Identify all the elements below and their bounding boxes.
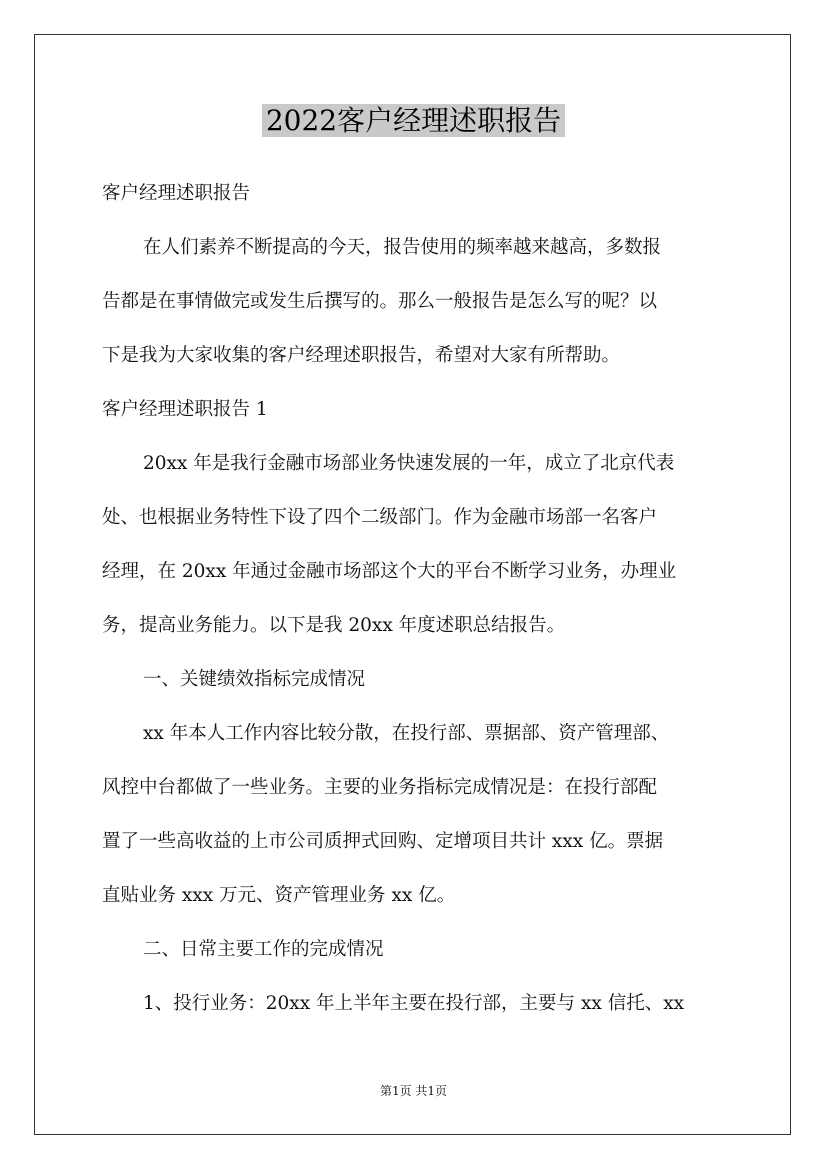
paragraph-line: xx 年本人工作内容比较分散，在投行部、票据部、资产管理部、 (143, 723, 670, 744)
paragraph-line: 处、也根据业务特性下设了四个二级部门。作为金融市场部一名客户 (102, 507, 658, 528)
paragraph-line: 告都是在事情做完或发生后撰写的。那么一般报告是怎么写的呢？以 (102, 291, 658, 312)
paragraph-line: 1、投行业务：20xx 年上半年主要在投行部，主要与 xx 信托、xx (143, 993, 685, 1014)
paragraph-line: 风控中台都做了一些业务。主要的业务指标完成情况是：在投行部配 (102, 777, 658, 798)
paragraph-line: 务，提高业务能力。以下是我 20xx 年度述职总结报告。 (102, 615, 566, 636)
page-footer: 第1页 共1页 (379, 1084, 448, 1098)
document-title: 2022客户经理述职报告 (0, 98, 827, 144)
section-heading: 二、日常主要工作的完成情况 (143, 939, 384, 960)
paragraph-line: 经理，在 20xx 年通过金融市场部这个大的平台不断学习业务，办理业 (102, 561, 677, 582)
paragraph-line: 在人们素养不断提高的今天，报告使用的频率越来越高，多数报 (143, 237, 662, 258)
paragraph-line: 直贴业务 xxx 万元、资产管理业务 xx 亿。 (102, 885, 456, 906)
section-heading: 客户经理述职报告 (102, 183, 251, 204)
paragraph-line: 下是我为大家收集的客户经理述职报告，希望对大家有所帮助。 (102, 345, 621, 366)
section-heading: 客户经理述职报告 1 (102, 399, 268, 420)
paragraph-line: 置了一些高收益的上市公司质押式回购、定增项目共计 xxx 亿。票据 (102, 831, 664, 852)
paragraph-line: 20xx 年是我行金融市场部业务快速发展的一年，成立了北京代表 (143, 453, 675, 474)
section-heading: 一、关键绩效指标完成情况 (143, 669, 366, 690)
